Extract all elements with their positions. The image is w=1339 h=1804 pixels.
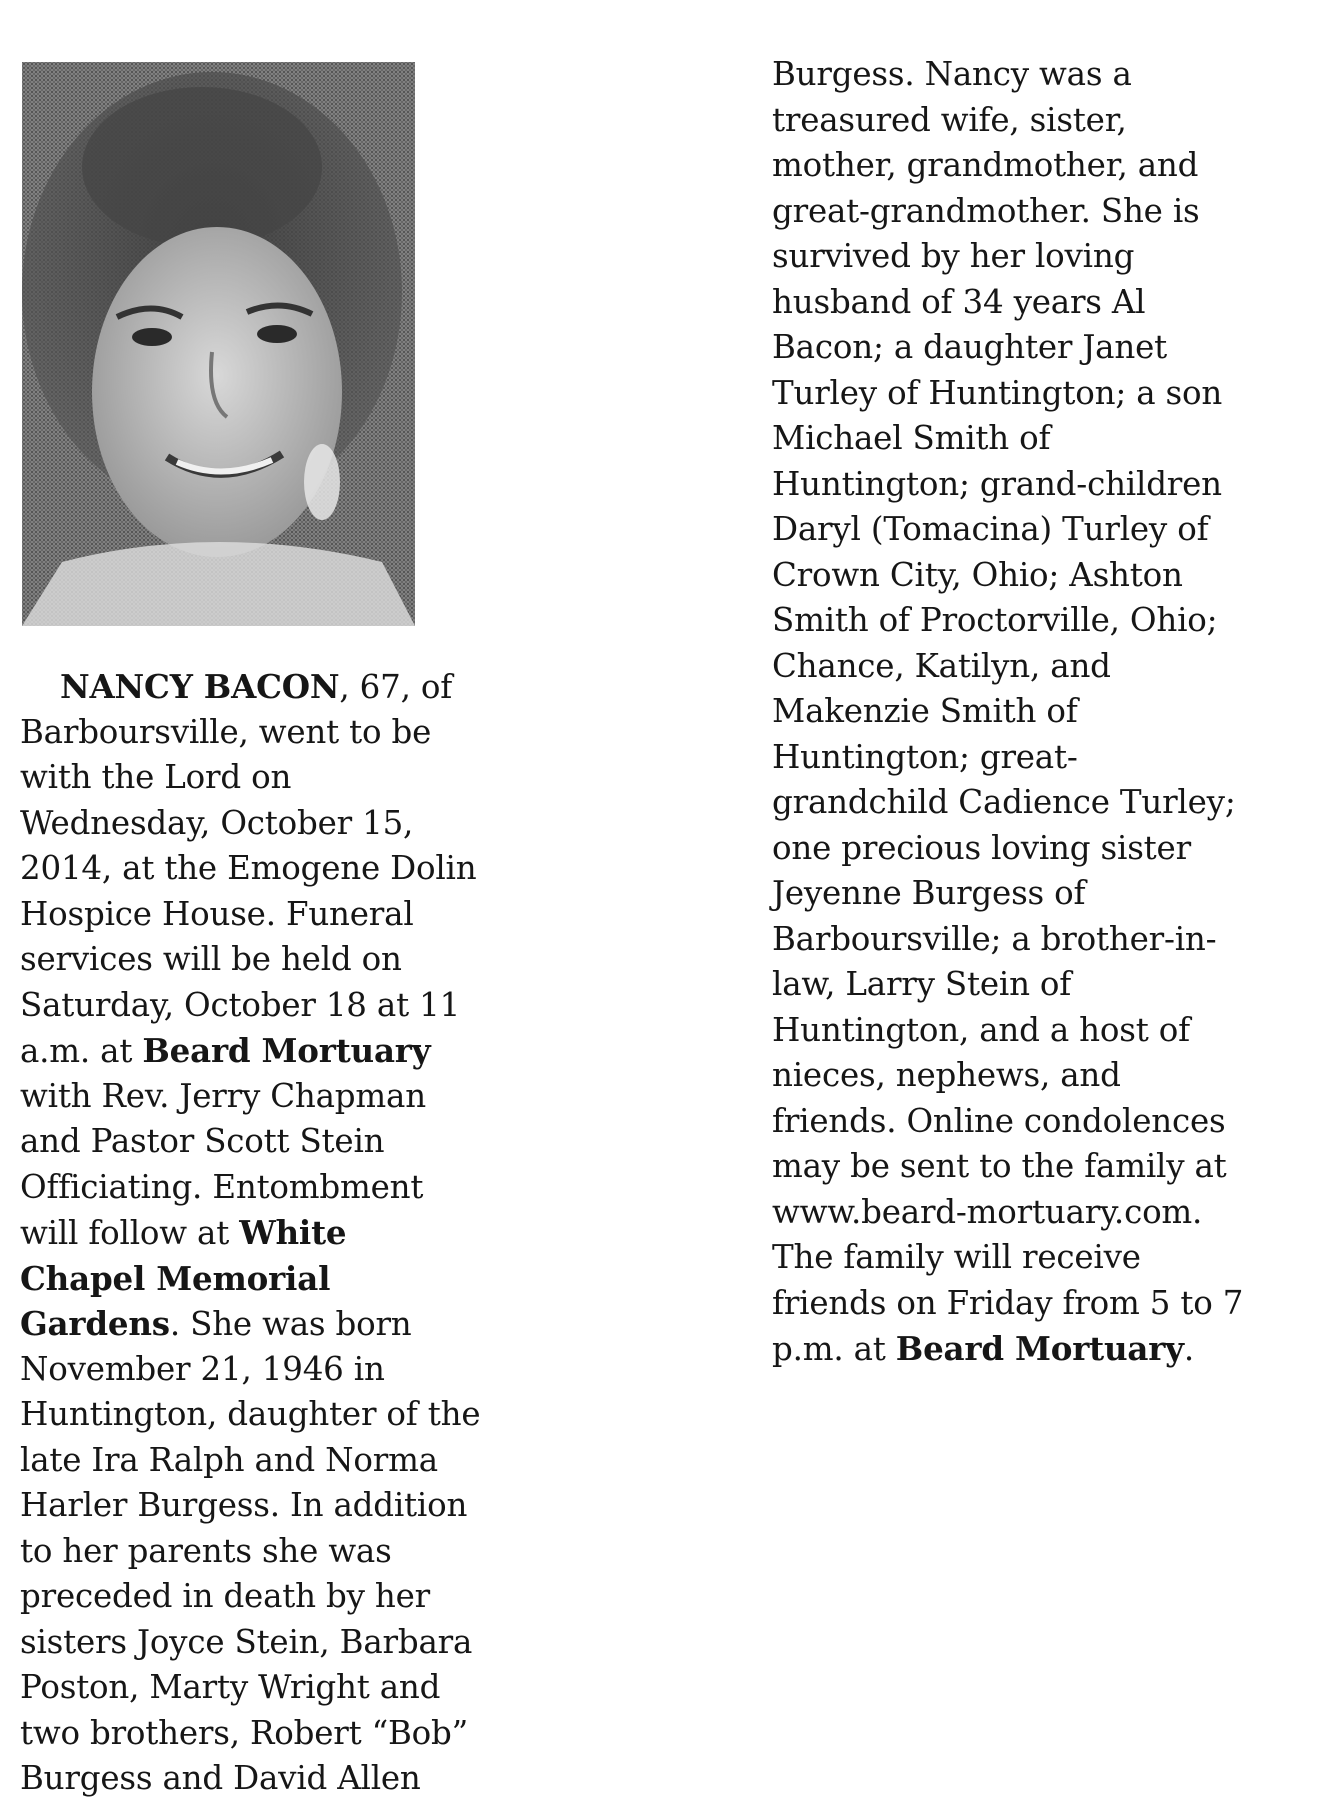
text-run: .	[1183, 1330, 1194, 1368]
text-run: preceded in death by her	[20, 1577, 430, 1615]
text-run: may be sent to the family at	[772, 1147, 1227, 1185]
obituary-line	[20, 1256, 520, 1302]
text-run: mother, grandmother, and	[772, 146, 1199, 184]
obituary-line	[772, 1099, 1292, 1145]
obituary-line	[20, 1074, 520, 1120]
text-run: Barboursville, went to be	[20, 712, 432, 751]
text-run: two brothers, Robert “Bob”	[20, 1713, 469, 1752]
obituary-line	[772, 598, 1292, 644]
text-run: Wednesday, October 15,	[20, 803, 414, 842]
text-run: one precious loving sister	[772, 828, 1191, 867]
obituary-line	[20, 755, 520, 801]
obituary-line	[772, 234, 1292, 280]
text-run: will follow at	[20, 1214, 240, 1252]
text-run: Michael Smith of	[772, 419, 1051, 457]
text-run: treasured wife, sister,	[772, 100, 1127, 139]
obituary-line	[20, 1301, 520, 1347]
obituary-line	[772, 325, 1292, 371]
obituary-column-right	[772, 52, 1292, 1372]
text-run: Huntington, daughter of the	[20, 1395, 481, 1433]
text-run: Smith of Proctorville, Ohio;	[772, 601, 1218, 639]
portrait-photo	[22, 62, 415, 626]
text-run: Officiating. Entombment	[20, 1167, 424, 1206]
text-run: Poston, Marty Wright and	[20, 1668, 441, 1706]
obituary-line	[772, 1008, 1292, 1054]
obituary-line	[20, 710, 520, 756]
obituary-line	[20, 1438, 520, 1484]
text-run: 2014, at the Emogene Dolin	[20, 849, 477, 887]
text-run: p.m. at	[772, 1330, 896, 1368]
obituary-line	[20, 1347, 520, 1393]
obituary-line	[772, 1053, 1292, 1099]
obituary-line	[772, 1281, 1292, 1327]
obituary-line	[772, 689, 1292, 735]
obituary-line	[772, 371, 1292, 417]
text-run: Burgess and David Allen	[20, 1759, 421, 1797]
text-run: with Rev. Jerry Chapman	[20, 1076, 426, 1115]
obituary-line	[772, 280, 1292, 326]
obituary-line	[20, 846, 520, 892]
bold-text: NANCY BACON	[60, 667, 340, 706]
text-run: Chance, Katilyn, and	[772, 646, 1111, 685]
text-run: November 21, 1946 in	[20, 1349, 385, 1388]
obituary-line	[772, 1190, 1292, 1236]
obituary-line	[20, 892, 520, 938]
obituary-line	[20, 937, 520, 983]
portrait-photo-icon	[22, 62, 415, 626]
text-run: sisters Joyce Stein, Barbara	[20, 1622, 473, 1661]
text-run: Bacon; a daughter Janet	[772, 328, 1167, 366]
obituary-line	[772, 826, 1292, 872]
obituary-line	[772, 962, 1292, 1008]
text-run: www.beard-mortuary.com.	[772, 1192, 1203, 1231]
text-run: , 67, of	[339, 668, 453, 706]
obituary-line	[772, 1144, 1292, 1190]
text-run: Crown City, Ohio; Ashton	[772, 555, 1183, 594]
obituary-line	[772, 52, 1292, 98]
obituary-line	[772, 644, 1292, 690]
obituary-line	[20, 1574, 520, 1620]
text-run: with the Lord on	[20, 758, 292, 796]
obituary-line	[20, 1483, 520, 1529]
obituary-line	[20, 983, 520, 1029]
text-run: Harler Burgess. In addition	[20, 1486, 468, 1524]
obituary-line	[772, 871, 1292, 917]
text-run: Jeyenne Burgess of	[772, 874, 1086, 912]
obituary-line	[20, 801, 520, 847]
text-run: law, Larry Stein of	[772, 965, 1072, 1003]
obituary-line	[772, 143, 1292, 189]
text-run: survived by her loving	[772, 237, 1135, 275]
obituary-line	[772, 917, 1292, 963]
obituary-line	[772, 189, 1292, 235]
obituary-line	[20, 1529, 520, 1575]
text-run: services will be held on	[20, 940, 402, 978]
obituary-line	[20, 1119, 520, 1165]
text-run: late Ira Ralph and Norma	[20, 1440, 438, 1479]
obituary-line	[20, 1665, 520, 1711]
text-run: friends on Friday from 5 to 7	[772, 1283, 1244, 1322]
text-run: and Pastor Scott Stein	[20, 1122, 385, 1160]
obituary-line	[772, 1235, 1292, 1281]
obituary-line	[20, 1756, 520, 1802]
text-run: Huntington; grand-children	[772, 464, 1222, 503]
text-run: The family will receive	[772, 1238, 1141, 1276]
obituary-line	[20, 1620, 520, 1666]
text-run: grandchild Cadience Turley;	[772, 783, 1236, 821]
text-run: Hospice House. Funeral	[20, 894, 414, 933]
bold-text: Gardens	[20, 1304, 170, 1343]
obituary-line	[772, 462, 1292, 508]
text-run: to her parents she was	[20, 1531, 392, 1570]
obituary-line	[20, 1165, 520, 1211]
obituary-line	[772, 98, 1292, 144]
obituary-column-left	[20, 664, 520, 1802]
obituary-line	[20, 1392, 520, 1438]
text-run: Barboursville; a brother-in-	[772, 919, 1217, 958]
text-run: nieces, nephews, and	[772, 1056, 1121, 1094]
text-run: Makenzie Smith of	[772, 692, 1078, 730]
text-run: great-grandmother. She is	[772, 191, 1200, 230]
obituary-line	[772, 1326, 1292, 1372]
text-run: Huntington; great-	[772, 737, 1078, 776]
text-run: husband of 34 years Al	[772, 282, 1146, 321]
text-run: Daryl (Tomacina) Turley of	[772, 510, 1209, 548]
bold-text: Beard Mortuary	[142, 1031, 431, 1070]
obituary-line	[20, 664, 520, 710]
text-run: Huntington, and a host of	[772, 1010, 1190, 1049]
obituary-line	[772, 735, 1292, 781]
obituary-line	[772, 553, 1292, 599]
bold-text: White	[239, 1213, 347, 1252]
obituary-line	[772, 416, 1292, 462]
bold-text: Chapel Memorial	[20, 1258, 331, 1298]
obituary-line	[772, 507, 1292, 553]
obituary-line	[772, 780, 1292, 826]
obituary-line	[20, 1711, 520, 1757]
text-run: Burgess. Nancy was a	[772, 55, 1132, 93]
text-run: . She was born	[169, 1305, 412, 1343]
text-run: a.m. at	[20, 1032, 143, 1070]
bold-text: Beard Mortuary	[895, 1329, 1184, 1368]
text-run: Saturday, October 18 at 11	[20, 985, 461, 1024]
obituary-line	[20, 1210, 520, 1256]
text-run: friends. Online condolences	[772, 1101, 1226, 1140]
obituary-line	[20, 1028, 520, 1074]
text-run: Turley of Huntington; a son	[772, 373, 1223, 412]
